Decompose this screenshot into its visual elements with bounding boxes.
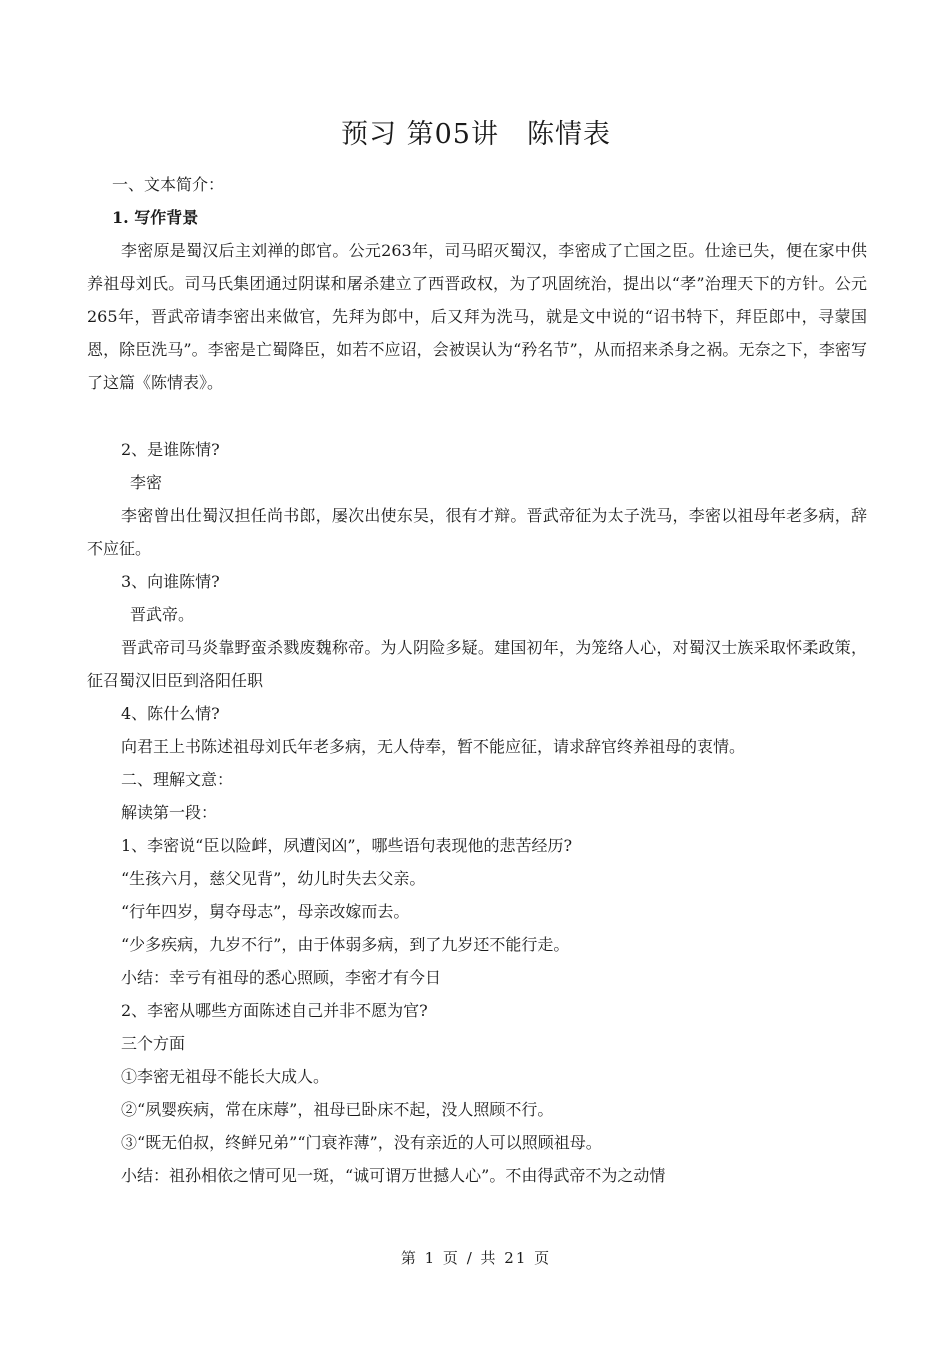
paragraph-background: 李密原是蜀汉后主刘禅的郎官。公元263年，司马昭灭蜀汉，李密成了亡国之臣。仕途已失，便在家中供养祖母刘氏。司马氏集团通过阴谋和屠杀建立了西晋政权，为了巩固统治，提出以“孝”治理天下的方针。公元265年，晋武帝请李密出来做官，先拜为郎中，后又拜为洗马，就是文中说的“诏书特下，拜臣郎中，寻蒙国恩，除臣洗马”。李密是亡蜀降臣，如若不应诏，会被误认为“矜名节”，从而招来杀身之祸。无奈之下，李密写了这篇《陈情表》。 xyxy=(87,241,867,392)
paragraph-to-whom: 晋武帝司马炎靠野蛮杀戮废魏称帝。为人阴险多疑。建国初年，为笼络人心，对蜀汉士族采取怀柔政策，征召蜀汉旧臣到洛阳任职 xyxy=(87,638,867,690)
summary-hardship: 小结：幸亏有祖母的悉心照顾，李密才有今日 xyxy=(121,968,442,987)
subheading-first-paragraph: 解读第一段： xyxy=(121,803,218,822)
question-who: 2、是谁陈情? xyxy=(121,440,220,459)
aspect-2: ②“夙婴疾病，常在床蓐”，祖母已卧床不起，没人照顾不行。 xyxy=(121,1100,554,1119)
section-heading-intro: 一、文本简介： xyxy=(112,175,225,194)
answer-hardship-2: “行年四岁，舅夺母志”，母亲改嫁而去。 xyxy=(121,902,410,921)
aspect-3: ③“既无伯叔，终鲜兄弟”“门衰祚薄”，没有亲近的人可以照顾祖母。 xyxy=(121,1133,602,1152)
section-heading-understanding: 二、理解文意： xyxy=(121,770,234,789)
page-number: 第 1 页 / 共 21 页 xyxy=(400,1249,552,1267)
answer-what: 向君王上书陈述祖母刘氏年老多病，无人侍奉，暂不能应征，请求辞官终养祖母的衷情。 xyxy=(121,737,746,756)
subheading-background: 1. 写作背景 xyxy=(112,208,199,227)
question-hardship: 1、李密说“臣以险衅，夙遭闵凶”，哪些语句表现他的悲苦经历? xyxy=(121,836,573,855)
answer-three-aspects: 三个方面 xyxy=(121,1034,186,1053)
document-body xyxy=(87,168,867,1192)
page-title: 预习 第05讲 陈情表 xyxy=(341,119,611,150)
spacer xyxy=(87,399,867,433)
paragraph-who: 李密曾出仕蜀汉担任尚书郎，屡次出使东吴，很有才辩。晋武帝征为太子洗马，李密以祖母年老多病，辞不应征。 xyxy=(87,506,867,558)
summary-not-unwilling: 小结：祖孙相依之情可见一斑，“诚可谓万世撼人心”。不由得武帝不为之动情 xyxy=(121,1166,666,1185)
answer-who: 李密 xyxy=(130,473,163,492)
question-to-whom: 3、向谁陈情? xyxy=(121,572,220,591)
question-not-unwilling: 2、李密从哪些方面陈述自己并非不愿为官? xyxy=(121,1001,428,1020)
answer-hardship-1: “生孩六月，慈父见背”，幼儿时失去父亲。 xyxy=(121,869,426,888)
aspect-1: ①李密无祖母不能长大成人。 xyxy=(121,1067,330,1086)
answer-hardship-3: “少多疾病，九岁不行”，由于体弱多病，到了九岁还不能行走。 xyxy=(121,935,570,954)
question-what: 4、陈什么情? xyxy=(121,704,220,723)
answer-to-whom: 晋武帝。 xyxy=(130,605,195,624)
